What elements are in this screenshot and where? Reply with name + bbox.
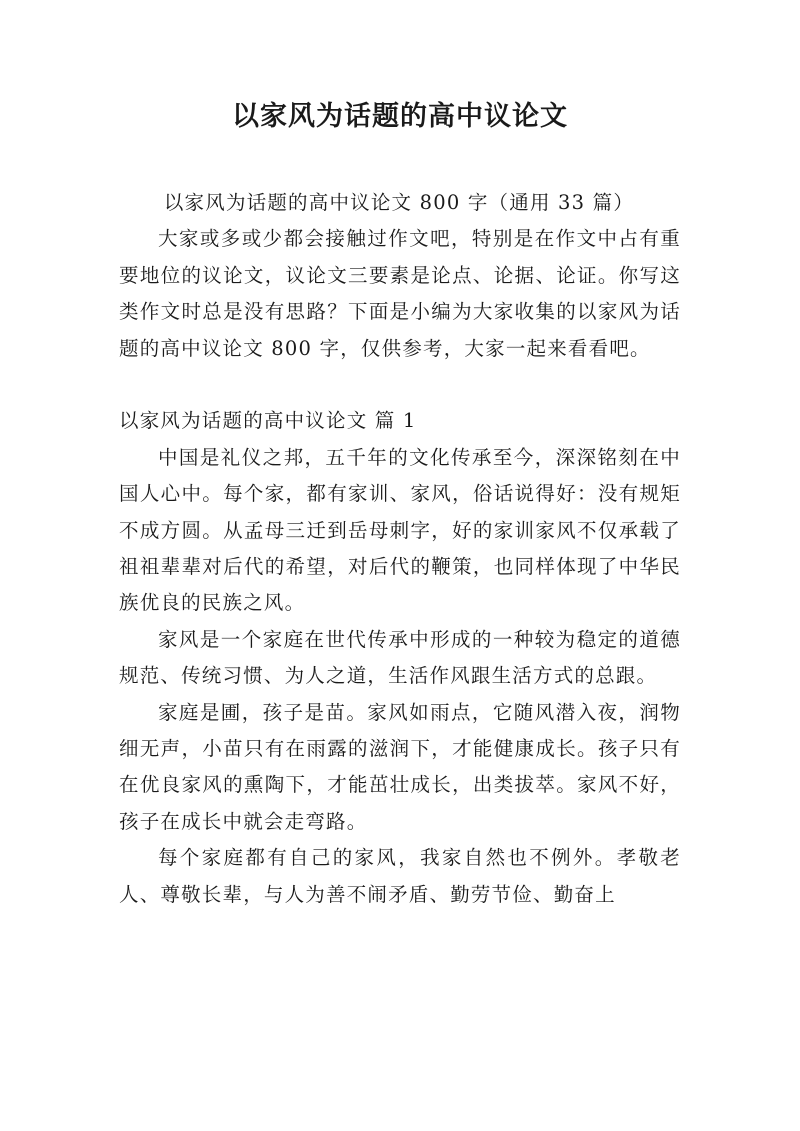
intro-paragraph: 大家或多或少都会接触过作文吧，特别是在作文中占有重要地位的议论文，议论文三要素是论点、论据、论证。你写这类作文时总是没有思路？下面是小编为大家收集的以家风为话题的高中议论文 800 字，仅供参考，大家一起来看看吧。 (119, 227, 681, 360)
section-heading: 以家风为话题的高中议论文 篇 1 (119, 409, 417, 433)
body-paragraph-1: 中国是礼仪之邦，五千年的文化传承至今，深深铭刻在中国人心中。每个家，都有家训、家风，俗话说得好：没有规矩不成方圆。从孟母三迁到岳母刺字，好的家训家风不仅承载了祖祖辈辈对后代的希望，对后代的鞭策，也同样体现了中华民族优良的民族之风。 (119, 445, 681, 615)
body-paragraph-4: 每个家庭都有自己的家风，我家自然也不例外。孝敬老人、尊敬长辈，与人为善不闹矛盾、勤劳节俭、勤奋上 (119, 846, 681, 906)
body-paragraph-3: 家庭是圃，孩子是苗。家风如雨点，它随风潜入夜，润物细无声，小苗只有在雨露的滋润下，才能健康成长。孩子只有在优良家风的熏陶下，才能茁壮成长，出类拔萃。家风不好，孩子在成长中就会走弯路。 (119, 700, 681, 833)
body-paragraph-2: 家风是一个家庭在世代传承中形成的一种较为稳定的道德规范、传统习惯、为人之道，生活作风跟生活方式的总跟。 (119, 627, 681, 688)
document-subtitle: 以家风为话题的高中议论文 800 字（通用 33 篇） (163, 191, 635, 214)
paragraph-spacer (119, 367, 681, 403)
document-body (119, 185, 681, 913)
document-title: 以家风为话题的高中议论文 (232, 101, 568, 132)
